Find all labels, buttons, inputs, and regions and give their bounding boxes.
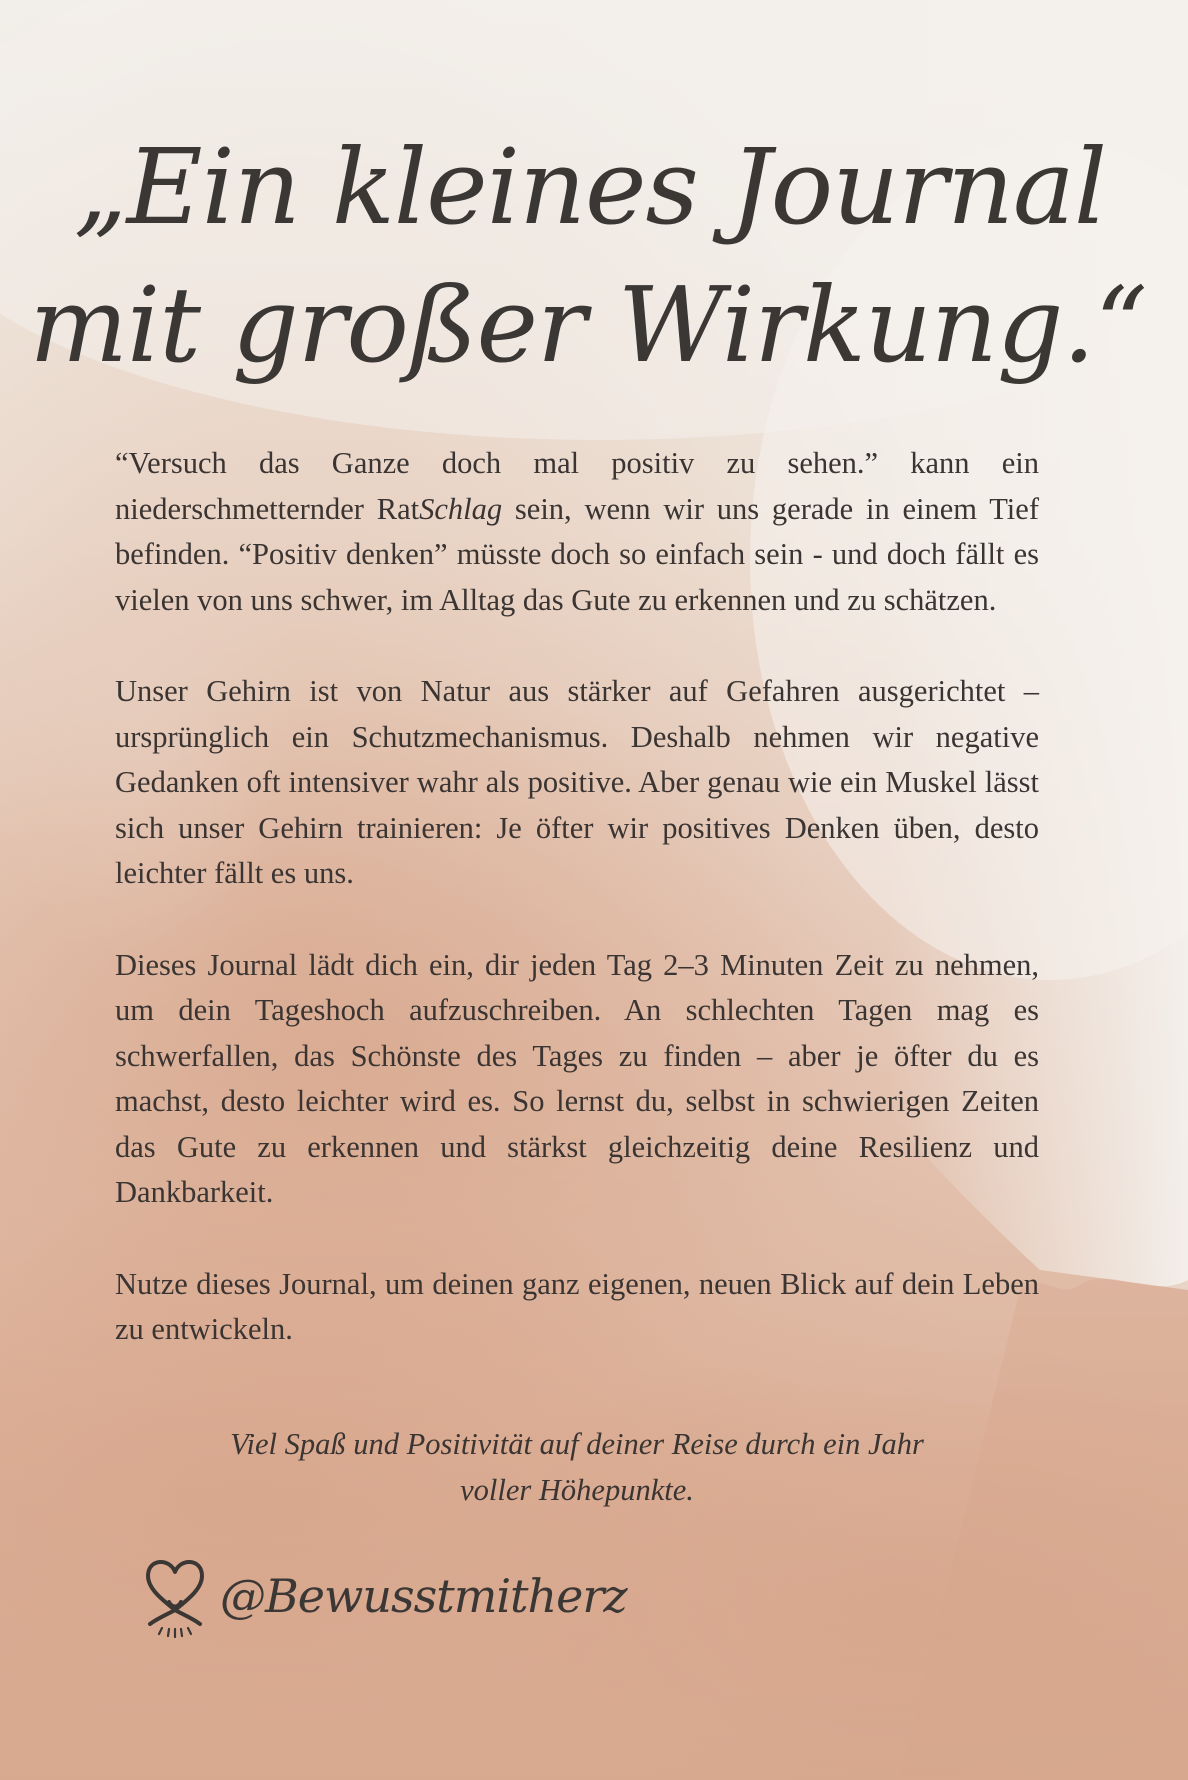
heart-knot-icon [142,1552,208,1638]
body-text [115,441,1039,1379]
paragraph-1-text-start: “Versuch das Ganze doch mal positiv zu sehen.” kann ein niederschmetternder Rat [115,446,1039,526]
title-line-2: mit großer Wirkung.“ [29,264,1147,386]
brand-signature [142,1552,642,1642]
paragraph-1 [115,441,1039,623]
paragraph-1-emphasis: Schlag [419,491,503,526]
paragraph-4: Nutze dieses Journal, um deinen ganz eigenen, neuen Blick auf dein Leben zu entwickeln. [115,1266,1039,1346]
page-title [0,118,1188,394]
paragraph-1-text-end: sein, wenn wir uns gerade in einem Tief befinden. “Positiv denken” müsste doch so einfach sein - und doch fällt es vielen von uns schwer, im Alltag das Gute zu erkennen und zu schätzen. [115,491,1039,617]
paragraph-2: Unser Gehirn ist von Natur aus stärker auf Gefahren ausgerichtet – ursprünglich ein Schutzmechanismus. Deshalb nehmen wir negative Gedanken oft intensiver wahr als positive. Aber genau wie ein Muskel lässt sich unser Gehirn trainieren: Je öfter wir positives Denken üben, desto leichter fällt es uns. [115,674,1039,890]
instagram-handle: @Bewusstmitherz [220,1569,627,1623]
paragraph-3: Dieses Journal lädt dich ein, dir jeden Tag 2–3 Minuten Zeit zu nehmen, um dein Tageshoch aufzuschreiben. An schlechten Tagen mag es schwerfallen, das Schönste des Tages zu finden – aber je öfter du es machst, desto leichter wird es. So lernst du, selbst in schwierigen Zeiten das Gute zu erkennen und stärkst gleichzeitig deine Resilienz und Dankbarkeit. [115,947,1039,1209]
title-line-1: „Ein kleines Journal [73,126,1107,248]
closing-line-1: Viel Spaß und Positivität auf deiner Reise durch ein Jahr [230,1427,924,1461]
closing-line-2: voller Höhepunkte. [460,1472,694,1507]
closing-note [115,1422,1039,1513]
